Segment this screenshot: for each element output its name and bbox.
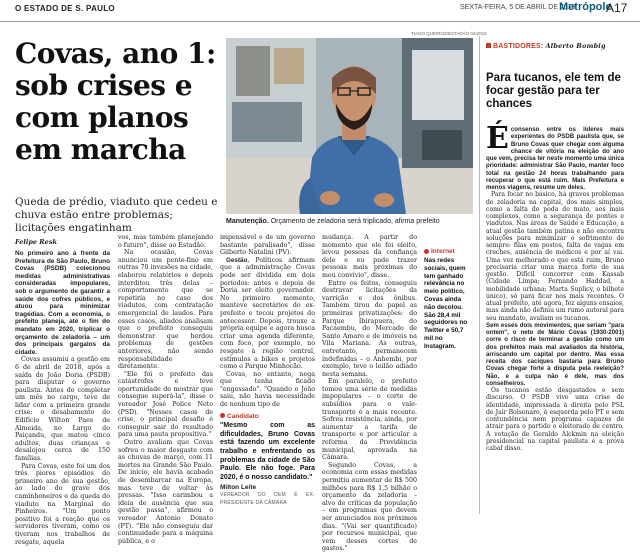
body-paragraph: Entre os feitos, conseguiu destravar licitações da varrição e dos ônibus. Também tirou do papel as primeiras privatizações: do Parque Ibirapuera, do Pacaembu, do Mercado de Santo Amaro e de imóveis na Vila Mariana. As outras, entretanto, permanecem indefinidas – o Anhembi, por exemplo, teve o leilão adiado nesta semana. xyxy=(322,279,417,378)
sidebar-paragraph: Os tucanos estão desgastados e sem discurso. O PSDB vive uma crise de identidade, impressada à direita pelo PSL de Jair Bolsonaro, à esquerda pelo PT e sem contundência nem programa capazes de atrair para o partido o eleitorado de centro. A votação de Geraldo Alckmin na eleição presidencial na capital paulista é a prova cabal disso. xyxy=(486,387,624,452)
body-paragraph: Covas, no entanto, nega que tenha ficado "engessado". "Quando o João saiu, não havia necessidade de nenhum tipo de xyxy=(220,370,315,409)
publication-name: O ESTADO DE S. PAULO xyxy=(15,4,115,13)
section-name: Metrópole xyxy=(559,1,612,13)
sidebar-paragraph: consenso entre os líderes mais experientes do PSDB paulista que, se Bruno Covas quer chegar com alguma chance de vitória na eleição do ano que vem, precisa ter neste momento uma única prioridade: administrar São Paulo, manter foco total na gestão 24 horas trabalhando para recuperar o que está ruim. Mais Prefeitura e menos viagens, resume um deles. xyxy=(486,126,624,191)
bullet-icon xyxy=(220,413,225,418)
candidato-quote-box xyxy=(220,413,315,508)
bastidores-sidebar xyxy=(479,36,626,514)
body-paragraph: Outro avaliam que Covas sofreu o maior desgaste com as chuvas de março, com 11 mortes na Grande São Paulo. De início, ele havia acabado de desembarcar na Europa, mas teve de voltar às pressas. "Isso carimbou a ideia de ausência que sua gestão passa", afirmou o vereador Antonio Donato (PT). "Ele não conseguiu dar continuidade para a máquina pública, e o xyxy=(118,439,213,545)
body-paragraph: "Ele foi o prefeito das catástrofes e teve oportunidade de mostrar que consegue superá-la", disse o vereador José Police Neto (PSD). "Nesses casos de crise, o principal desafio é conseguir sair do resultado para uma pauta propositiva." xyxy=(118,370,213,439)
quote-source-role: VEREADOR DO DEM E EX-PRESIDENTE DA CÂMARA xyxy=(220,492,315,506)
page-number: A17 xyxy=(606,1,628,15)
pull-quote: "Mesmo com as dificuldades, Bruno Covas está fazendo um excelente trabalho e enfrentando os problemas da cidade de São Paulo. Ele não foge. Para 2020, é o nosso candidato." xyxy=(220,422,315,481)
drop-cap: É xyxy=(486,121,509,156)
body-paragraph: Na ocasião, Covas anunciou um pente-fino em outras 70 invasões na cidade, elaborou relatórios e depois interditou três delas – comportamento que se repetiria no caso dos viadutos, com contratação emergencial de laudos. Para esses casos, aliados analisam que o prefeito conseguiu demonstrar que herdou problemas de gestões anteriores, não sendo responsabilidade diretamente. xyxy=(118,249,213,371)
sidebar-paragraph: Para focar no básico, há graves problemas de zeladoria na capital, dos mais simples, como a falta de poda do mato, aos mais complexos, como a segurança de pontes e viadutos. Nas áreas de Saúde e Educação, a atual gestão também patina e não encontra soluções para minimizar o sofrimento de sempre: filas em postos, falta de vagas em creches, ausência de médicos e por aí vai. Uma vez melhorado o que está ruim, Bruno precisaria criar uma marca forte de sua gestão. Difícil concorrer com Kassab (Cidade Limpa; Fernando Haddad, a mobilidade urbana; Marta Suplicy, o bilhete único), só para ficar nos mais recentes. O atual prefeito, até agora, fez alguns ensaios, mas ainda não definiu um rumo autoral para seu mandato, avaliam os tucanos. xyxy=(486,191,624,322)
article-deck: Queda de prédio, viaduto que cedeu e chuva estão entre problemas; licitações engatinham xyxy=(15,196,218,234)
sidebar-headline: Para tucanos, ele tem de focar gestão para ter chances xyxy=(486,72,621,110)
photo-caption xyxy=(226,217,473,226)
sidebar-label-text: BASTIDORES: xyxy=(493,43,544,50)
sidebar-body xyxy=(486,121,624,452)
candidato-tag-label: Candidato xyxy=(227,412,259,420)
sidebar-paragraph: Sem esses dois movimentos, que seriam "para ontem", o neto de Mário Covas (1930-2001) corre o risco de terminar a gestão como um dos prefeitos mais mal avaliados da história, arriscando um capital por dentro. Mas essa receita dos caciques bastaria para Bruno Covas chegar forte à disputa pela reeleição? Não, e a culpa não é dele, mas dos conselheiros. xyxy=(486,321,624,387)
bullet-icon xyxy=(424,249,429,254)
sidebar-author: Alberto Bombig xyxy=(545,42,606,50)
issue-date: SEXTA-FEIRA, 5 DE ABRIL DE 2019 xyxy=(460,4,576,11)
quote-source: Milton Leite xyxy=(220,484,257,492)
caption-text: Orçamento de zeladoria será triplicado, afirma prefeito xyxy=(268,218,440,225)
byline: Felipe Resk xyxy=(15,238,57,246)
body-paragraph: Em paralelo, o prefeito tomou uma série de medidas impopulares – o corte de subsídios para o vale-transporte é a mais recente. Sofreu resistência, ainda, por aumentar a tarifa de transporte e por articular a reforma da Previdência municipal, aprovada na Câmara. xyxy=(322,378,417,462)
paragraph-text: Políticos afirmam que a administração Covas pode ser dividida em dois períodos: antes e depois de Doria ser eleito governador. No primeiro momento, manteve secretários do ex-prefeito e tocou projetos do antecessor. Depois, trouxe a própria equipe e agora busca criar uma agenda diferente, com foco, por exemplo, no resgate à região central, estímulos a bikes e projetos como o Parque Minhocão. xyxy=(220,256,315,371)
lead-paragraph: No primeiro ano à frente da Prefeitura de São Paulo, Bruno Covas (PSDB) colecionou medidas administrativas consideradas impopulares, sob o argumento de garantir a saúde dos cofres públicos, e atuou para minimizar tragédias. Com a economia, o prefeito planeja, até o fim do mandato em 2020, triplicar o orçamento de zeladoria – um dos principais gargalos da cidade. xyxy=(15,250,110,356)
internet-tag-label: Internet xyxy=(431,248,455,255)
page-header xyxy=(0,0,640,22)
photo-illustration xyxy=(226,38,473,214)
body-paragraph: vos, mas também planejando o futuro", disse ao Estadão. xyxy=(118,234,213,249)
body-paragraph: mudança. A partir do momento que ele foi eleito, levou pessoas da confiança dele e eu pude trazer pessoas mais próximas do meu convívio", disse. xyxy=(322,234,417,279)
photo-credit: TIAGO QUEIROZ/ESTADÃO 04/2019 xyxy=(411,31,487,36)
internet-note xyxy=(424,248,474,351)
square-icon xyxy=(486,43,491,48)
article-column-4 xyxy=(322,234,417,553)
body-paragraph: Para Covas, este foi um dos três piores episódios do primeiro ano de sua gestão, ao lado do grave dos caminhoneiros e da queda do viaduto na Marginal do Pinheiros. "Um ponto positivo foi a reação que os servidores tiveram, como os tiveram nos trabalhos de resgate, aquela xyxy=(15,462,110,546)
article-headline: Covas, ano 1: sob crises e com planos em marcha xyxy=(15,37,216,166)
internet-note-text: Nas redes sociais, quem tem ganhado relevância no meio político, Covas ainda não decolou. São 28,4 mil seguidores no Twitter e 50,7 mil no Instagram. xyxy=(424,257,468,350)
body-paragraph: Covas assumiu a gestão em 6 de abril de 2018, após a saída de João Doria (PSDB) para disputar o governo paulista. Antes de completar um mês no cargo, teve de lidar com a primeira grande crise: o desabamento do Edifício Wilton Paes de Almeida, no Largo do Paiçandu, que matou cinco adultos, duas crianças e desalojou cerca de 150 famílias. xyxy=(15,356,110,463)
article-photo xyxy=(226,38,473,214)
internet-tag xyxy=(424,248,474,255)
sidebar-label xyxy=(486,42,627,50)
subhead-label: Gestão. xyxy=(226,256,250,264)
candidato-tag xyxy=(220,413,315,421)
body-paragraph xyxy=(220,257,315,371)
article-column-1 xyxy=(15,250,110,546)
body-paragraph: Segundo Covas, a economia com essas medidas permitiu aumentar de R$ 500 milhões para R$ 1,5 bilhão o orçamento da zeladoria – alvo de críticas da população – em programas que devem ser anunciados nos próximos dias. "(Vai ser quantificado) por recursos municipal, que vem desses cortes de gastos." xyxy=(322,461,417,553)
article-column-2 xyxy=(118,234,213,545)
article-column-3 xyxy=(220,234,315,507)
body-paragraph: impensável e de um governo bastante paralisado", disse Gilberto Natalini (PV). xyxy=(220,234,315,257)
caption-label: Manutenção. xyxy=(226,218,269,225)
